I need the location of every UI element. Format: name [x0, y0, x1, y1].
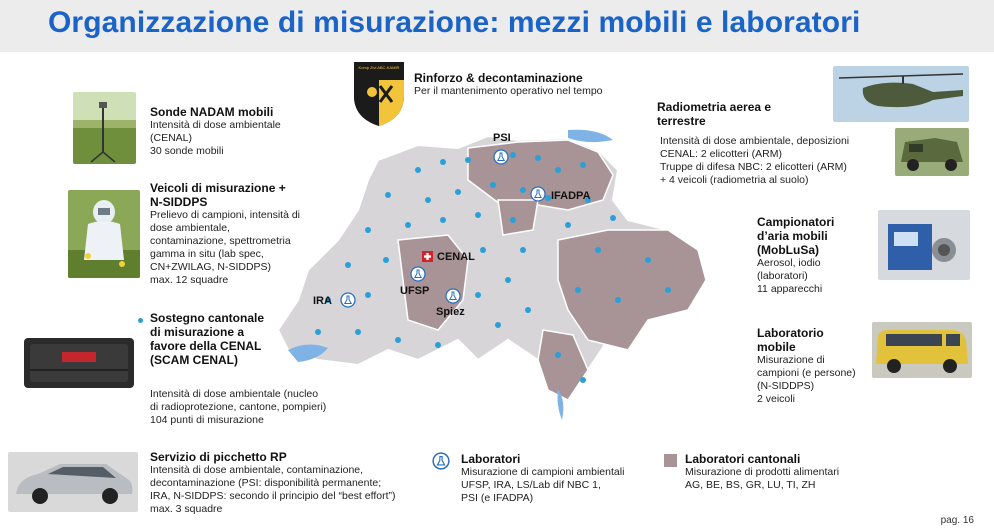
map-label-ira: IRA: [313, 295, 332, 307]
campionatori-line: (laboratori): [757, 270, 808, 282]
protective-suit-photo: [68, 190, 140, 278]
sonde-heading: Sonde NADAM mobili: [150, 105, 274, 119]
van-photo: [872, 322, 972, 378]
sostegno-heading: di misurazione a: [150, 325, 245, 339]
radiometria-line: Truppe di difesa NBC: 2 elicotteri (ARM): [660, 161, 847, 173]
sostegno-line: Intensità di dose ambientale (nucleo: [150, 388, 319, 400]
sostegno-heading: (SCAM CENAL): [150, 353, 238, 367]
picchetto-line: max. 3 squadre: [150, 503, 223, 515]
veicoli-line: dose ambientale,: [150, 222, 230, 234]
campionatori-heading: (MobLuSa): [757, 243, 819, 257]
veicoli-line: contaminazione, spettrometria: [150, 235, 291, 247]
radiometria-heading-2: terrestre: [657, 114, 706, 128]
rinforzo-heading: Rinforzo & decontaminazione: [414, 71, 583, 85]
car-photo: [8, 452, 138, 512]
veicoli-line: CN+ZWILAG, N-SIDDPS): [150, 261, 272, 273]
veicoli-line: gamma in situ (lab spec,: [150, 248, 264, 260]
lab-mobile-heading: mobile: [757, 340, 796, 354]
laboratori-line: PSI (e IFADPA): [461, 492, 534, 504]
veicoli-line: max. 12 squadre: [150, 274, 229, 286]
map-label-cenal: CENAL: [437, 251, 475, 263]
laboratori-line: UFSP, IRA, LS/Lab dif NBC 1,: [461, 479, 601, 491]
field-probe-photo: [73, 92, 136, 164]
laboratori-heading: Laboratori: [461, 452, 521, 466]
campionatori-line: Aerosol, iodio: [757, 257, 821, 269]
lab-mobile-block: [757, 326, 856, 406]
lab-flask-icon: [530, 186, 546, 202]
sonde-line: 30 sonde mobili: [150, 145, 224, 157]
laboratori-block: [461, 452, 624, 505]
lab-flask-icon: [410, 266, 426, 282]
lab-mobile-line: 2 veicoli: [757, 393, 795, 405]
page-number: pag. 16: [940, 515, 974, 526]
sonde-line: (CENAL): [150, 132, 193, 144]
lab-flask-icon: [445, 288, 461, 304]
laboratori-cantonali-heading: Laboratori cantonali: [685, 452, 801, 466]
laboratori-cantonali-block: [685, 452, 839, 492]
radiometria-line: CENAL: 2 elicotteri (ARM): [660, 148, 782, 160]
picchetto-line: decontaminazione (PSI: disponibilità permanente;: [150, 477, 382, 489]
radiometria-line: Intensità di dose ambientale, deposizioni: [660, 135, 850, 147]
veicoli-heading-2: N-SIDDPS: [150, 195, 208, 209]
sostegno-line: di radioprotezione, cantone, pompieri): [150, 401, 327, 413]
switzerland-map: [268, 100, 708, 440]
lab-mobile-heading: Laboratorio: [757, 326, 824, 340]
sostegno-heading: favore della CENAL: [150, 339, 262, 353]
page-title: Organizzazione di misurazione: mezzi mobili e laboratori: [48, 6, 861, 39]
lab-mobile-line: Misurazione di: [757, 354, 825, 366]
sostegno-block: [150, 311, 264, 367]
picchetto-block: [150, 450, 395, 516]
laboratori-cantonali-line: Misurazione di prodotti alimentari: [685, 466, 840, 478]
picchetto-heading: Servizio di picchetto RP: [150, 450, 287, 464]
veicoli-line: Prelievo di campioni, intensità di: [150, 209, 300, 221]
canton-lab-legend-swatch: [664, 454, 677, 467]
radiometria-heading: Radiometria aerea e: [657, 100, 772, 114]
campionatori-line: 11 apparecchi: [757, 283, 823, 295]
measurement-case-photo: [24, 338, 134, 388]
radiometria-block: [657, 100, 771, 128]
radiometria-text: [660, 135, 849, 187]
rinforzo-text: Per il mantenimento operativo nel tempo: [414, 85, 603, 97]
measurement-point-legend-dot: [138, 318, 143, 323]
lab-mobile-line: (N-SIDDPS): [757, 380, 815, 392]
sonde-line: Intensità di dose ambientale: [150, 119, 281, 131]
laboratori-line: Misurazione di campioni ambientali: [461, 466, 625, 478]
lab-flask-icon: [340, 292, 356, 308]
picchetto-line: Intensità di dose ambientale, contaminazione,: [150, 464, 364, 476]
sostegno-line: 104 punti di misurazione: [150, 414, 264, 426]
campionatori-heading: d’aria mobili: [757, 229, 828, 243]
veicoli-heading: Veicoli di misurazione +: [150, 181, 286, 195]
sostegno-heading: Sostegno cantonale: [150, 311, 265, 325]
sonde-block: [150, 105, 281, 158]
lab-flask-icon: [493, 149, 509, 165]
campionatori-block: [757, 215, 834, 296]
lab-flask-legend-icon: [432, 452, 450, 470]
military-vehicle-photo: [895, 128, 969, 176]
laboratori-cantonali-line: AG, BE, BS, GR, LU, TI, ZH: [685, 479, 816, 491]
map-label-ufsp: UFSP: [400, 285, 430, 297]
helicopter-photo: [833, 66, 969, 122]
map-label-spiez: Spiez: [436, 306, 465, 318]
map-label-ifadpa: IFADPA: [551, 190, 591, 202]
lab-mobile-line: campioni (e persone): [757, 367, 856, 379]
air-sampler-photo: [878, 210, 970, 280]
swiss-cross-icon: [422, 251, 433, 262]
campionatori-heading: Campionatori: [757, 215, 835, 229]
rinforzo-block: [414, 71, 603, 98]
badge-text: Komp Zivi ABC-KAMIR: [358, 65, 400, 70]
map-label-psi: PSI: [493, 132, 511, 144]
radiometria-line: + 4 veicoli (radiometria al suolo): [660, 174, 809, 186]
picchetto-line: IRA, N-SIDDPS: secondo il principio del “best effort”): [150, 490, 396, 502]
